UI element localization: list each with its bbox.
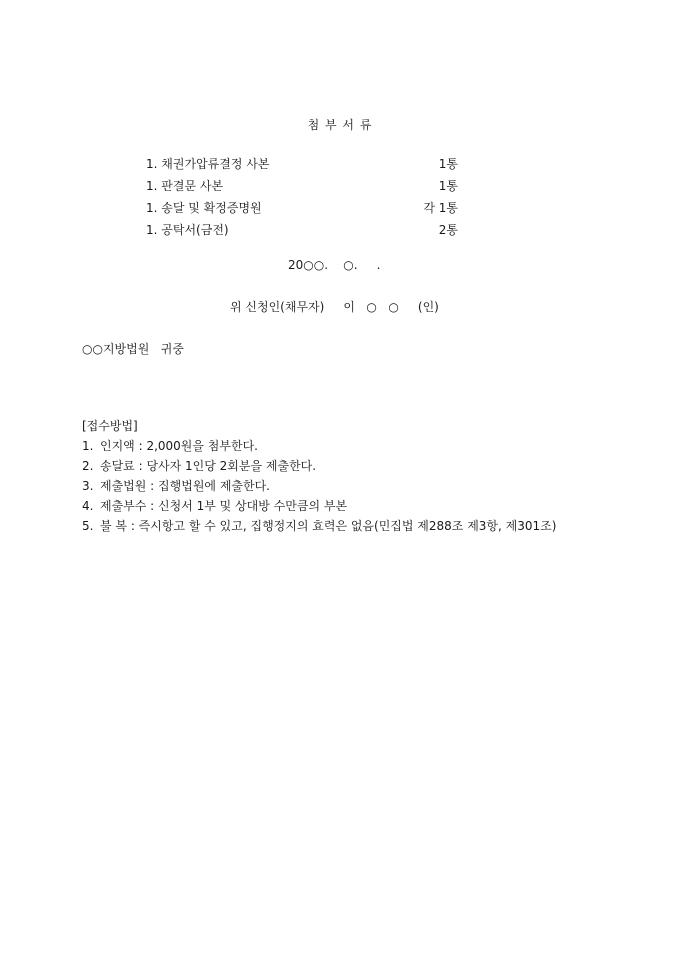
item-text: 제출부수 : 신청서 1부 및 상대방 수만큼의 부본 [100,499,348,513]
attachment-qty: 1통 [438,157,458,171]
item-text: 제출법원 : 집행법원에 제출한다. [100,479,270,493]
filing-method-heading: [접수방법] [82,419,138,433]
filing-method-item [82,478,612,494]
attachment-label: 1. 판결문 사본 [146,179,224,193]
item-number: 5. [82,519,94,533]
item-text: 송달료 : 당사자 1인당 2회분을 제출한다. [100,459,317,473]
attachment-label: 1. 공탁서(금전) [146,223,229,237]
filing-method-section [82,418,612,538]
attachment-label: 1. 송달 및 확정증명원 [146,201,262,215]
item-number: 2. [82,459,94,473]
filing-method-item [82,498,612,514]
item-number: 1. [82,439,94,453]
attachment-list [146,156,458,244]
attachment-item [146,200,458,222]
applicant-signature: 위 신청인(채무자) 이 ○ ○ (인) [230,300,439,314]
attachment-qty: 각 1통 [423,201,458,215]
filing-method-item [82,518,612,534]
attachment-item [146,222,458,244]
item-number: 4. [82,499,94,513]
court-addressee: ○○지방법원 귀중 [82,342,184,356]
attachment-item [146,178,458,200]
filing-method-item [82,458,612,474]
attachment-qty: 1통 [438,179,458,193]
page-title: 첨 부 서 류 [307,118,373,132]
attachment-item [146,156,458,178]
date-line: 20○○. ○. . [288,258,381,272]
attachment-qty: 2통 [438,223,458,237]
item-text: 인지액 : 2,000원을 첨부한다. [100,439,258,453]
attachment-label: 1. 채권가압류결정 사본 [146,157,270,171]
item-number: 3. [82,479,94,493]
filing-method-item [82,438,612,454]
item-text: 불 복 : 즉시항고 할 수 있고, 집행정지의 효력은 없음(민집법 제288조 제3항, 제301조) [100,519,557,533]
